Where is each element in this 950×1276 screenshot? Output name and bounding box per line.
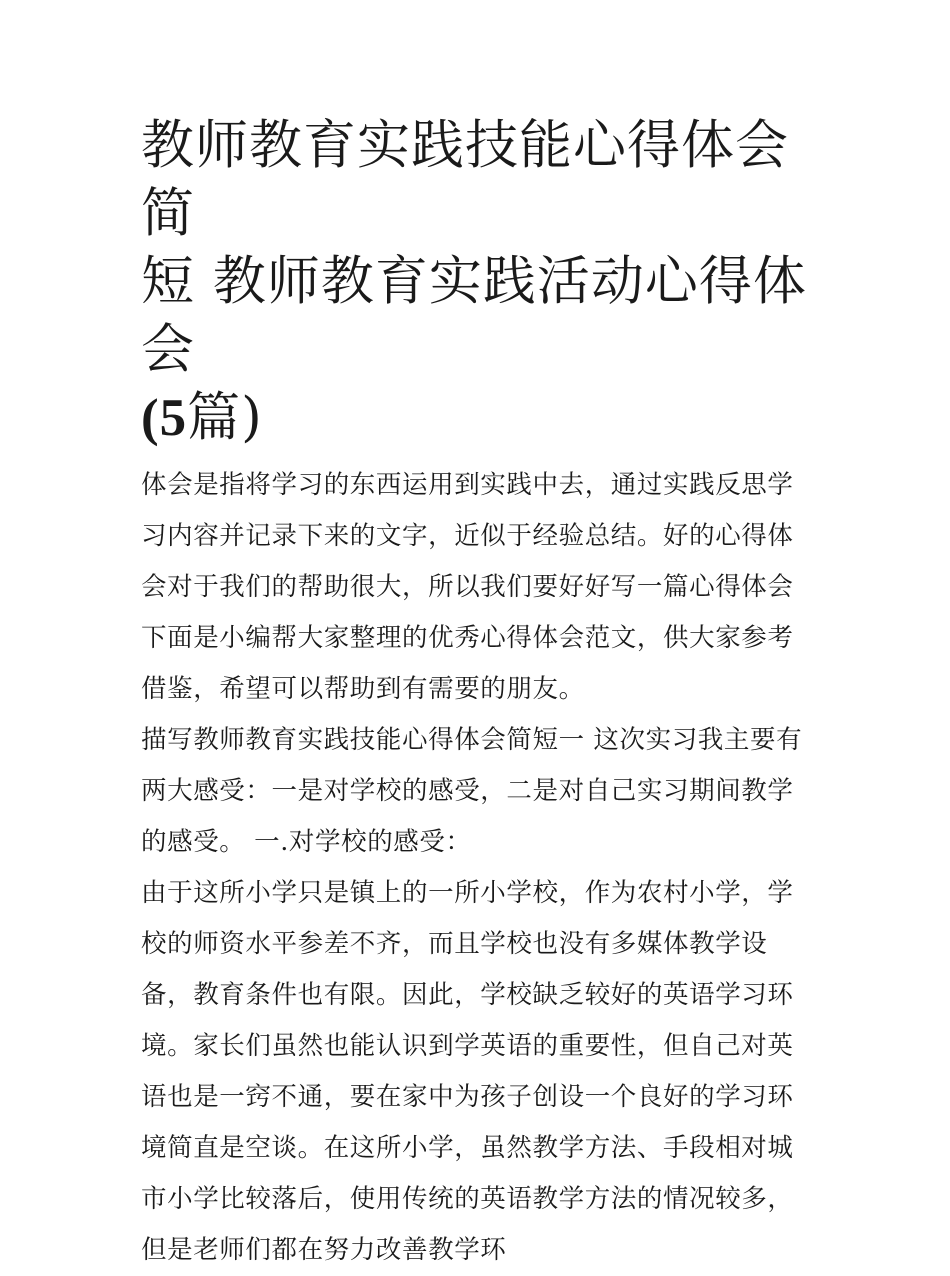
section-heading-paragraph: 描写教师教育实践技能心得体会简短一 这次实习我主要有两大感受：一是对学校的感受，二是对自己实习期间教学的感受。 一.对学校的感受： bbox=[141, 725, 803, 857]
intro-paragraph: 体会是指将学习的东西运用到实践中去，通过实践反思学习内容并记录下来的文字，近似于经验总结。好的心得体会对于我们的帮助很大，所以我们要好好写一篇心得体会下面是小编帮大家整理的优秀心得体会范文，供大家参考借鉴，希望可以帮助到有需要的朋友。 bbox=[141, 470, 794, 704]
document-content bbox=[141, 112, 816, 1276]
title-count-suffix: 篇) bbox=[187, 387, 263, 448]
title-line-1: 教师教育实践技能心得体会简 bbox=[141, 115, 789, 244]
document-title bbox=[141, 112, 816, 452]
title-count: (5 bbox=[141, 389, 188, 447]
title-line-2: 短 教师教育实践活动心得体会 bbox=[141, 251, 807, 380]
body-paragraph: 由于这所小学只是镇上的一所小学校，作为农村小学，学校的师资水平参差不齐，而且学校也没有多媒体教学设备，教育条件也有限。因此，学校缺乏较好的英语学习环境。家长们虽然也能认识到学英语的重要性，但自己对英语也是一窍不通，要在家中为孩子创设一个良好的学习环境简直是空谈。在这所小学，虽然教学方法、手段相对城市小学比较落后，使用传统的英语教学方法的情况较多，但是老师们都在努力改善教学环 bbox=[141, 878, 794, 1265]
